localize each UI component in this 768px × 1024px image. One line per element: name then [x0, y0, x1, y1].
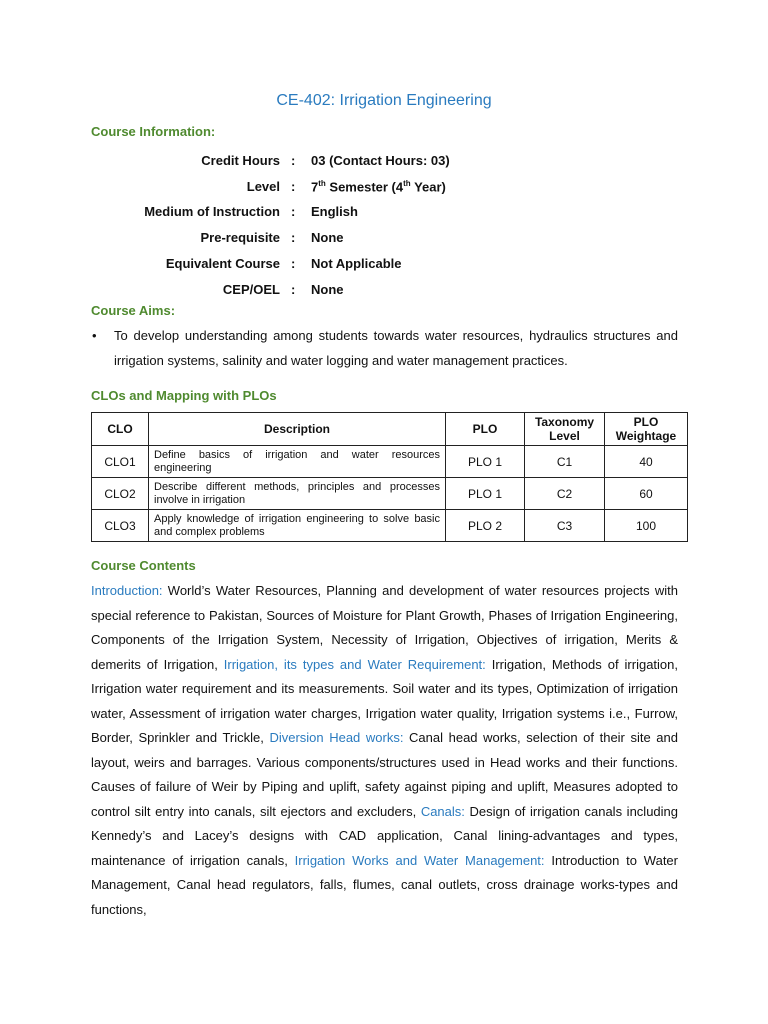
clo-mapping-heading: CLOs and Mapping with PLOs — [91, 388, 277, 403]
topic-text: Irrigation, Methods of irrigation, Irrigation water requirement and its measurements. Soil water and its types, Optimization of irrigation water, Assessment of irrigation water charges, Irrigation water quality, Irrigation systems i.e., Furrow, Border, Sprinkler and Trickle, — [91, 656, 678, 745]
info-value: English — [311, 204, 358, 219]
table-cell: C1 — [525, 446, 605, 478]
topic-heading: Introduction: — [91, 583, 163, 598]
topic-text: Introduction to Water Management, Canal head regulators, falls, flumes, canal outlets, cross drainage works-types and functions, — [91, 852, 678, 917]
info-colon: : — [291, 204, 296, 219]
table-cell: PLO 1 — [446, 446, 525, 478]
column-header: Taxonomy Level — [525, 413, 605, 446]
table-cell: Define basics of irrigation and water resources engineering — [149, 446, 446, 478]
info-colon: : — [291, 230, 296, 245]
table-row — [92, 478, 688, 510]
info-row-level — [0, 179, 768, 199]
bullet-icon: • — [92, 328, 97, 343]
topic-text: Canal head works, selection of their site and layout, weirs and barrages. Various components/structures used in Head works and their functions. Causes of failure of Weir by Piping and uplift, safety against piping and uplift, Measures adopted to control silt entry into canals, silt ejectors and excluders, — [91, 730, 678, 819]
table-cell: 60 — [605, 478, 688, 510]
column-header: CLO — [92, 413, 149, 446]
column-header: PLO — [446, 413, 525, 446]
table-cell: CLO3 — [92, 510, 149, 542]
topic-heading: Diversion Head works: — [269, 730, 404, 745]
table-row — [92, 510, 688, 542]
table-cell: C3 — [525, 510, 605, 542]
info-row-credit-hours — [0, 153, 768, 173]
table-cell: Apply knowledge of irrigation engineering to solve basic and complex problems — [149, 510, 446, 542]
table-row — [92, 446, 688, 478]
info-label: Medium of Instruction — [144, 204, 280, 219]
info-colon: : — [291, 256, 296, 271]
table-header-row — [92, 413, 688, 446]
info-colon: : — [291, 282, 296, 297]
info-row-cep-oel — [0, 282, 768, 302]
course-contents-heading: Course Contents — [91, 558, 196, 573]
table-cell: 100 — [605, 510, 688, 542]
info-value: Not Applicable — [311, 256, 402, 271]
table-cell: 40 — [605, 446, 688, 478]
topic-text: Design of irrigation canals including Kennedy’s and Lacey’s designs with CAD application, Canal lining-advantages and types, maintenance of irrigation canals, — [91, 803, 678, 868]
topic-heading: Canals: — [420, 803, 465, 819]
info-label: Level — [246, 179, 280, 194]
info-label: Credit Hours — [201, 153, 280, 168]
table-cell: PLO 1 — [446, 478, 525, 510]
info-row-prerequisite — [0, 230, 768, 250]
info-row-medium — [0, 204, 768, 224]
course-information-heading: Course Information: — [91, 124, 216, 139]
table-cell: CLO1 — [92, 446, 149, 478]
info-value: 7th Semester (4th Year) — [311, 179, 446, 195]
table-cell: Describe different methods, principles and processes involve in irrigation — [149, 478, 446, 510]
clo-table — [91, 412, 688, 542]
topic-heading: Irrigation Works and Water Management: — [294, 852, 545, 868]
topic-heading: Irrigation, its types and Water Requirement: — [223, 656, 486, 672]
topic-text: World’s Water Resources, Planning and development of water resources projects with special reference to Pakistan, Sources of Moisture for Plant Growth, Phases of Irrigation Engineering, Components of the Irrigation System, Necessity of Irrigation, Objectives of irrigation, Merits & demerits of Irrigation, — [91, 583, 678, 672]
info-colon: : — [291, 153, 296, 168]
table-cell: PLO 2 — [446, 510, 525, 542]
course-title: CE-402: Irrigation Engineering — [276, 92, 492, 109]
course-aim-item: To develop understanding among students towards water resources, hydraulics structures and irrigation systems, salinity and water logging and water management practices. — [114, 328, 678, 368]
info-value: 03 (Contact Hours: 03) — [311, 153, 450, 168]
course-contents-body — [91, 579, 678, 922]
table-cell: CLO2 — [92, 478, 149, 510]
column-header: Description — [149, 413, 446, 446]
info-label: Equivalent Course — [165, 256, 280, 271]
column-header: PLO Weightage — [605, 413, 688, 446]
table-cell: C2 — [525, 478, 605, 510]
info-label: Pre-requisite — [200, 230, 280, 245]
course-aims-heading: Course Aims: — [91, 303, 176, 318]
info-value: None — [311, 282, 344, 297]
info-value: None — [311, 230, 344, 245]
info-row-equivalent-course — [0, 256, 768, 276]
info-label: CEP/OEL — [222, 282, 280, 297]
info-colon: : — [291, 179, 296, 194]
